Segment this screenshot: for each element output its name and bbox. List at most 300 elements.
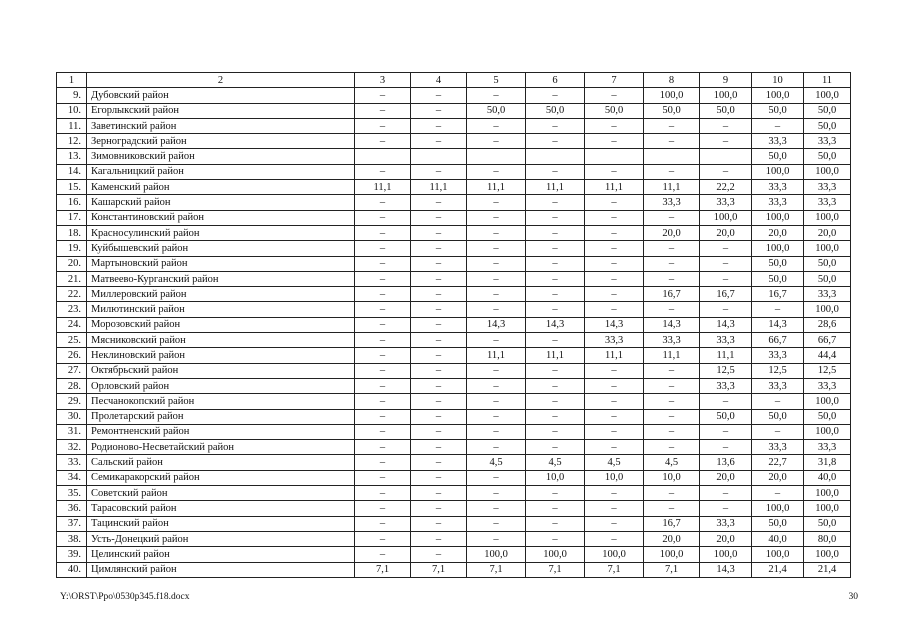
value-cell: –	[411, 333, 467, 348]
row-number: 15.	[57, 180, 87, 195]
value-cell: –	[355, 103, 411, 118]
table-row	[57, 547, 851, 562]
value-cell: –	[355, 118, 411, 133]
value-cell	[585, 149, 644, 164]
value-cell: 31,8	[804, 455, 851, 470]
table-row	[57, 149, 851, 164]
value-cell: 11,1	[467, 348, 526, 363]
row-number: 32.	[57, 440, 87, 455]
value-cell: –	[526, 134, 585, 149]
value-cell	[355, 149, 411, 164]
value-cell: –	[700, 271, 752, 286]
value-cell: –	[355, 486, 411, 501]
district-name: Зимовниковский район	[87, 149, 355, 164]
value-cell: –	[411, 547, 467, 562]
value-cell: –	[700, 440, 752, 455]
row-number: 13.	[57, 149, 87, 164]
value-cell: 11,1	[700, 348, 752, 363]
value-cell: –	[644, 424, 700, 439]
district-name: Целинский район	[87, 547, 355, 562]
value-cell: 11,1	[411, 180, 467, 195]
value-cell: 33,3	[752, 440, 804, 455]
value-cell: 7,1	[467, 562, 526, 577]
value-cell: 28,6	[804, 317, 851, 332]
value-cell: –	[644, 501, 700, 516]
column-header: 2	[87, 73, 355, 88]
value-cell: –	[467, 118, 526, 133]
value-cell: –	[411, 134, 467, 149]
value-cell: 11,1	[467, 180, 526, 195]
value-cell: 33,3	[700, 378, 752, 393]
table-row	[57, 287, 851, 302]
value-cell: 11,1	[526, 180, 585, 195]
value-cell: –	[411, 409, 467, 424]
table-row	[57, 531, 851, 546]
value-cell: –	[526, 287, 585, 302]
table-row	[57, 424, 851, 439]
value-cell: –	[355, 241, 411, 256]
row-number: 34.	[57, 470, 87, 485]
value-cell	[644, 149, 700, 164]
row-number: 40.	[57, 562, 87, 577]
value-cell: 12,5	[804, 363, 851, 378]
table-row	[57, 440, 851, 455]
value-cell: –	[644, 164, 700, 179]
value-cell: 12,5	[700, 363, 752, 378]
value-cell: –	[526, 256, 585, 271]
district-name: Морозовский район	[87, 317, 355, 332]
district-name: Тарасовский район	[87, 501, 355, 516]
value-cell: –	[526, 164, 585, 179]
value-cell: 14,3	[526, 317, 585, 332]
value-cell: 100,0	[585, 547, 644, 562]
value-cell: 33,3	[804, 134, 851, 149]
row-number: 33.	[57, 455, 87, 470]
value-cell: –	[644, 440, 700, 455]
value-cell: 33,3	[804, 378, 851, 393]
value-cell: –	[585, 486, 644, 501]
value-cell: –	[585, 241, 644, 256]
table-row	[57, 118, 851, 133]
value-cell	[411, 149, 467, 164]
value-cell: 22,7	[752, 455, 804, 470]
value-cell: –	[355, 516, 411, 531]
value-cell: –	[585, 378, 644, 393]
value-cell: 33,3	[644, 195, 700, 210]
district-name: Милютинский район	[87, 302, 355, 317]
value-cell: 11,1	[585, 348, 644, 363]
value-cell: 50,0	[804, 256, 851, 271]
value-cell: 14,3	[752, 317, 804, 332]
value-cell: 100,0	[644, 547, 700, 562]
value-cell: –	[526, 394, 585, 409]
value-cell: –	[644, 378, 700, 393]
value-cell: 50,0	[752, 409, 804, 424]
value-cell: –	[467, 409, 526, 424]
district-name: Мартыновский район	[87, 256, 355, 271]
column-header: 9	[700, 73, 752, 88]
value-cell: –	[411, 470, 467, 485]
value-cell: 4,5	[644, 455, 700, 470]
file-path: Y:\ORST\Ppo\0530p345.f18.docx	[60, 592, 190, 602]
value-cell: 100,0	[804, 210, 851, 225]
value-cell: 33,3	[585, 333, 644, 348]
value-cell: 50,0	[804, 516, 851, 531]
value-cell: 50,0	[752, 271, 804, 286]
header-row	[57, 73, 851, 88]
row-number: 16.	[57, 195, 87, 210]
table-row	[57, 225, 851, 240]
value-cell: 10,0	[644, 470, 700, 485]
value-cell: 100,0	[804, 88, 851, 103]
value-cell: –	[700, 134, 752, 149]
value-cell: 20,0	[804, 225, 851, 240]
table-row	[57, 562, 851, 577]
value-cell: 11,1	[644, 180, 700, 195]
value-cell: –	[526, 118, 585, 133]
value-cell: –	[700, 302, 752, 317]
district-name: Советский район	[87, 486, 355, 501]
row-number: 30.	[57, 409, 87, 424]
value-cell: 20,0	[700, 225, 752, 240]
value-cell: 100,0	[804, 241, 851, 256]
district-name: Песчанокопский район	[87, 394, 355, 409]
value-cell: –	[644, 486, 700, 501]
value-cell: 50,0	[804, 409, 851, 424]
value-cell: 7,1	[585, 562, 644, 577]
value-cell: –	[355, 210, 411, 225]
value-cell: –	[355, 302, 411, 317]
value-cell: 50,0	[804, 271, 851, 286]
value-cell: –	[355, 287, 411, 302]
value-cell: 33,3	[752, 348, 804, 363]
value-cell: 12,5	[752, 363, 804, 378]
value-cell: –	[467, 470, 526, 485]
value-cell: 50,0	[700, 103, 752, 118]
value-cell: 50,0	[752, 103, 804, 118]
row-number: 25.	[57, 333, 87, 348]
value-cell: –	[526, 501, 585, 516]
value-cell	[700, 149, 752, 164]
value-cell: –	[355, 348, 411, 363]
value-cell: –	[752, 394, 804, 409]
value-cell: 20,0	[700, 470, 752, 485]
table-row	[57, 333, 851, 348]
row-number: 20.	[57, 256, 87, 271]
value-cell: –	[467, 440, 526, 455]
value-cell: –	[585, 256, 644, 271]
table-row	[57, 378, 851, 393]
value-cell: 20,0	[700, 531, 752, 546]
value-cell: 16,7	[644, 516, 700, 531]
table-row	[57, 88, 851, 103]
value-cell: –	[411, 501, 467, 516]
value-cell: 100,0	[644, 88, 700, 103]
table-body	[57, 73, 851, 578]
value-cell: 100,0	[752, 547, 804, 562]
value-cell: 33,3	[752, 134, 804, 149]
value-cell: 33,3	[804, 180, 851, 195]
value-cell: –	[644, 118, 700, 133]
value-cell: –	[355, 88, 411, 103]
value-cell: –	[700, 424, 752, 439]
value-cell: –	[467, 531, 526, 546]
value-cell: 10,0	[585, 470, 644, 485]
value-cell: 33,3	[700, 195, 752, 210]
value-cell: –	[411, 88, 467, 103]
district-name: Куйбышевский район	[87, 241, 355, 256]
district-name: Константиновский район	[87, 210, 355, 225]
value-cell: –	[355, 455, 411, 470]
value-cell: –	[585, 88, 644, 103]
value-cell: –	[411, 378, 467, 393]
value-cell: –	[467, 501, 526, 516]
value-cell: 100,0	[526, 547, 585, 562]
row-number: 10.	[57, 103, 87, 118]
value-cell: 50,0	[804, 149, 851, 164]
value-cell: –	[411, 317, 467, 332]
value-cell: 100,0	[700, 547, 752, 562]
value-cell: 100,0	[804, 164, 851, 179]
table-row	[57, 180, 851, 195]
value-cell: –	[585, 225, 644, 240]
value-cell: –	[411, 455, 467, 470]
value-cell: 33,3	[700, 333, 752, 348]
column-header: 4	[411, 73, 467, 88]
value-cell: –	[355, 531, 411, 546]
value-cell: 33,3	[752, 378, 804, 393]
district-name: Заветинский район	[87, 118, 355, 133]
value-cell: 50,0	[526, 103, 585, 118]
value-cell: 21,4	[804, 562, 851, 577]
row-number: 21.	[57, 271, 87, 286]
value-cell: –	[411, 271, 467, 286]
district-name: Ремонтненский район	[87, 424, 355, 439]
value-cell: –	[526, 378, 585, 393]
value-cell: –	[644, 302, 700, 317]
row-number: 18.	[57, 225, 87, 240]
value-cell: –	[411, 225, 467, 240]
value-cell: –	[526, 440, 585, 455]
value-cell: 20,0	[752, 225, 804, 240]
row-number: 22.	[57, 287, 87, 302]
value-cell: –	[467, 225, 526, 240]
value-cell: –	[467, 195, 526, 210]
value-cell: –	[526, 225, 585, 240]
value-cell: 100,0	[752, 241, 804, 256]
district-name: Пролетарский район	[87, 409, 355, 424]
table-row	[57, 455, 851, 470]
value-cell: 14,3	[644, 317, 700, 332]
value-cell: 7,1	[355, 562, 411, 577]
value-cell	[467, 149, 526, 164]
value-cell: 100,0	[752, 88, 804, 103]
value-cell: 100,0	[804, 394, 851, 409]
value-cell: –	[585, 440, 644, 455]
value-cell: –	[644, 394, 700, 409]
value-cell: –	[411, 363, 467, 378]
district-name: Орловский район	[87, 378, 355, 393]
row-number: 28.	[57, 378, 87, 393]
district-name: Дубовский район	[87, 88, 355, 103]
value-cell: 14,3	[700, 562, 752, 577]
table-row	[57, 363, 851, 378]
value-cell: 100,0	[467, 547, 526, 562]
row-number: 26.	[57, 348, 87, 363]
district-name: Красносулинский район	[87, 225, 355, 240]
value-cell: –	[467, 424, 526, 439]
value-cell: –	[700, 118, 752, 133]
table-row	[57, 210, 851, 225]
value-cell: –	[467, 210, 526, 225]
value-cell: 100,0	[752, 210, 804, 225]
value-cell: –	[526, 516, 585, 531]
value-cell: –	[526, 531, 585, 546]
value-cell: 100,0	[804, 424, 851, 439]
district-name: Кагальницкий район	[87, 164, 355, 179]
district-name: Сальский район	[87, 455, 355, 470]
value-cell: –	[411, 164, 467, 179]
value-cell: –	[355, 394, 411, 409]
value-cell: –	[585, 287, 644, 302]
value-cell: –	[467, 516, 526, 531]
row-number: 36.	[57, 501, 87, 516]
value-cell: 10,0	[526, 470, 585, 485]
value-cell: –	[700, 394, 752, 409]
value-cell: –	[411, 241, 467, 256]
value-cell: –	[585, 118, 644, 133]
value-cell: –	[526, 424, 585, 439]
value-cell: –	[411, 210, 467, 225]
column-header: 1	[57, 73, 87, 88]
value-cell: –	[700, 256, 752, 271]
value-cell: –	[355, 363, 411, 378]
value-cell: 4,5	[467, 455, 526, 470]
value-cell: 100,0	[752, 501, 804, 516]
value-cell: 40,0	[804, 470, 851, 485]
value-cell: 11,1	[585, 180, 644, 195]
row-number: 17.	[57, 210, 87, 225]
value-cell: –	[585, 195, 644, 210]
value-cell: –	[467, 333, 526, 348]
district-name: Егорлыкский район	[87, 103, 355, 118]
value-cell: 33,3	[804, 195, 851, 210]
value-cell: 100,0	[804, 302, 851, 317]
district-name: Октябрьский район	[87, 363, 355, 378]
value-cell: –	[526, 241, 585, 256]
value-cell: 16,7	[752, 287, 804, 302]
value-cell: –	[526, 88, 585, 103]
column-header: 3	[355, 73, 411, 88]
value-cell: 33,3	[752, 195, 804, 210]
page-number: 30	[848, 592, 858, 602]
data-table	[56, 72, 851, 578]
value-cell: –	[467, 164, 526, 179]
value-cell: –	[467, 88, 526, 103]
value-cell: –	[585, 394, 644, 409]
table-row	[57, 134, 851, 149]
district-name: Тацинский район	[87, 516, 355, 531]
value-cell: –	[467, 363, 526, 378]
table-row	[57, 302, 851, 317]
value-cell: 33,3	[804, 440, 851, 455]
value-cell: 11,1	[355, 180, 411, 195]
district-name: Каменский район	[87, 180, 355, 195]
value-cell: –	[411, 348, 467, 363]
value-cell: –	[355, 225, 411, 240]
value-cell: –	[467, 134, 526, 149]
value-cell: –	[411, 440, 467, 455]
district-name: Семикаракорский район	[87, 470, 355, 485]
value-cell: –	[752, 486, 804, 501]
row-number: 27.	[57, 363, 87, 378]
row-number: 11.	[57, 118, 87, 133]
value-cell: –	[585, 501, 644, 516]
value-cell: 16,7	[644, 287, 700, 302]
value-cell: –	[467, 486, 526, 501]
value-cell: –	[355, 317, 411, 332]
value-cell: 20,0	[644, 225, 700, 240]
table-row	[57, 516, 851, 531]
value-cell: –	[355, 271, 411, 286]
value-cell: 22,2	[700, 180, 752, 195]
value-cell: –	[355, 547, 411, 562]
district-name: Цимлянский район	[87, 562, 355, 577]
value-cell: 7,1	[411, 562, 467, 577]
district-name: Неклиновский район	[87, 348, 355, 363]
value-cell: –	[355, 195, 411, 210]
value-cell: –	[355, 424, 411, 439]
row-number: 31.	[57, 424, 87, 439]
value-cell: 66,7	[804, 333, 851, 348]
value-cell: 13,6	[700, 455, 752, 470]
value-cell: –	[411, 394, 467, 409]
value-cell: 50,0	[644, 103, 700, 118]
value-cell: –	[526, 302, 585, 317]
value-cell: –	[644, 210, 700, 225]
value-cell: –	[585, 409, 644, 424]
district-name: Родионово-Несветайский район	[87, 440, 355, 455]
value-cell: 20,0	[752, 470, 804, 485]
value-cell: 4,5	[526, 455, 585, 470]
value-cell: 14,3	[467, 317, 526, 332]
district-name: Усть-Донецкий район	[87, 531, 355, 546]
value-cell: 7,1	[644, 562, 700, 577]
value-cell: –	[700, 486, 752, 501]
row-number: 38.	[57, 531, 87, 546]
value-cell: –	[411, 516, 467, 531]
value-cell: 50,0	[585, 103, 644, 118]
value-cell: –	[467, 241, 526, 256]
value-cell: 33,3	[644, 333, 700, 348]
value-cell: 50,0	[700, 409, 752, 424]
value-cell: –	[585, 134, 644, 149]
value-cell: 21,4	[752, 562, 804, 577]
row-number: 14.	[57, 164, 87, 179]
value-cell: –	[467, 287, 526, 302]
value-cell: –	[585, 271, 644, 286]
value-cell: 100,0	[804, 547, 851, 562]
table-row	[57, 195, 851, 210]
value-cell: –	[644, 271, 700, 286]
value-cell: 50,0	[752, 149, 804, 164]
value-cell: 4,5	[585, 455, 644, 470]
value-cell: –	[644, 363, 700, 378]
column-header: 7	[585, 73, 644, 88]
value-cell: –	[644, 256, 700, 271]
row-number: 9.	[57, 88, 87, 103]
value-cell: –	[585, 531, 644, 546]
